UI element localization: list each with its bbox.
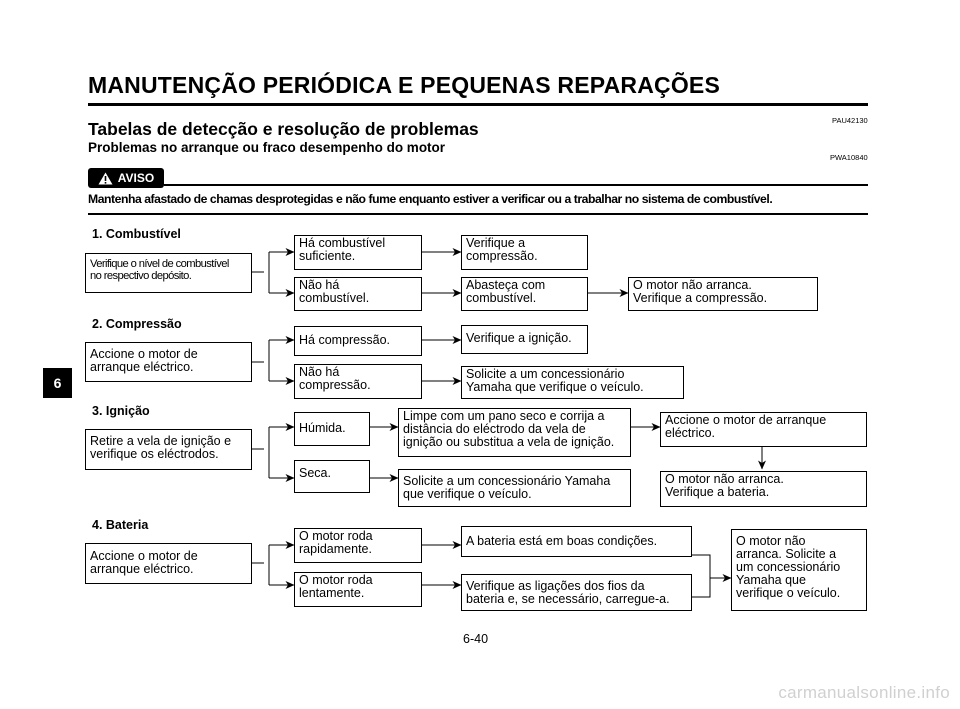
ignition-condition-wet: Húmida.: [294, 412, 370, 446]
fuel-action-refuel: Abasteça com combustível.: [461, 277, 588, 311]
fuel-condition-empty: Não há combustível.: [294, 277, 422, 311]
battery-condition-fast: O motor roda rapidamente.: [294, 528, 422, 563]
fuel-result: O motor não arranca. Verifique a compressão.: [628, 277, 818, 311]
warning-code: PWA10840: [830, 153, 868, 162]
section-title: Tabelas de detecção e resolução de problemas: [88, 119, 479, 139]
chapter-title: MANUTENÇÃO PERIÓDICA E PEQUENAS REPARAÇÕES: [88, 72, 721, 98]
section-code: PAU42130: [832, 116, 868, 125]
compression-condition-ok: Há compressão.: [294, 326, 422, 356]
footer-watermark: carmanualsonline.info: [778, 683, 950, 702]
ignition-result-start: Accione o motor de arranque eléctrico.: [660, 412, 867, 447]
fuel-condition-sufficient: Há combustível suficiente.: [294, 235, 422, 270]
compression-action-dealer: Solicite a um concessionário Yamaha que verifique o veículo.: [461, 366, 684, 399]
subsection-title: Problemas no arranque ou fraco desempenho do motor: [88, 140, 446, 155]
group-title-battery: 4. Bateria: [92, 518, 149, 532]
ignition-action-dealer: Solicite a um concessionário Yamaha que verifique o veículo.: [398, 469, 631, 507]
ignition-start-box: Retire a vela de ignição e verifique os eléctrodos.: [85, 429, 252, 470]
battery-result-dealer: O motor não arranca. Solicite a um concessionário Yamaha que verifique o veículo.: [731, 529, 867, 611]
battery-condition-slow: O motor roda lentamente.: [294, 572, 422, 607]
ignition-condition-dry: Seca.: [294, 460, 370, 493]
warning-badge-label: AVISO: [117, 171, 155, 185]
chapter-tab: 6: [43, 368, 72, 398]
compression-start-box: Accione o motor de arranque eléctrico.: [85, 342, 252, 382]
battery-action-check-wires: Verifique as ligações dos fios da bateria e, se necessário, carregue-a.: [461, 574, 692, 611]
compression-action-check-ignition: Verifique a ignição.: [461, 325, 588, 354]
connector: [692, 555, 710, 597]
ignition-result-check-battery: O motor não arranca. Verifique a bateria.: [660, 471, 867, 507]
group-title-fuel: 1. Combustível: [92, 227, 181, 241]
warning-text: Mantenha afastado de chamas desprotegidas e não fume enquanto estiver a verificar ou a trabalhar no sistema de combustível.: [88, 192, 773, 206]
battery-start-box: Accione o motor de arranque eléctrico.: [85, 543, 252, 584]
group-title-compression: 2. Compressão: [92, 317, 182, 331]
group-title-ignition: 3. Ignição: [92, 404, 150, 418]
battery-action-good: A bateria está em boas condições.: [461, 526, 692, 557]
fuel-start-box: Verifique o nível de combustível no respectivo depósito.: [85, 253, 252, 293]
ignition-action-clean-plug: Limpe com um pano seco e corrija a distância do eléctrodo da vela de ignição ou substitua a vela de ignição.: [398, 408, 631, 457]
page-number: 6-40: [463, 632, 489, 646]
fuel-action-check-compression: Verifique a compressão.: [461, 235, 588, 270]
compression-condition-none: Não há compressão.: [294, 364, 422, 399]
